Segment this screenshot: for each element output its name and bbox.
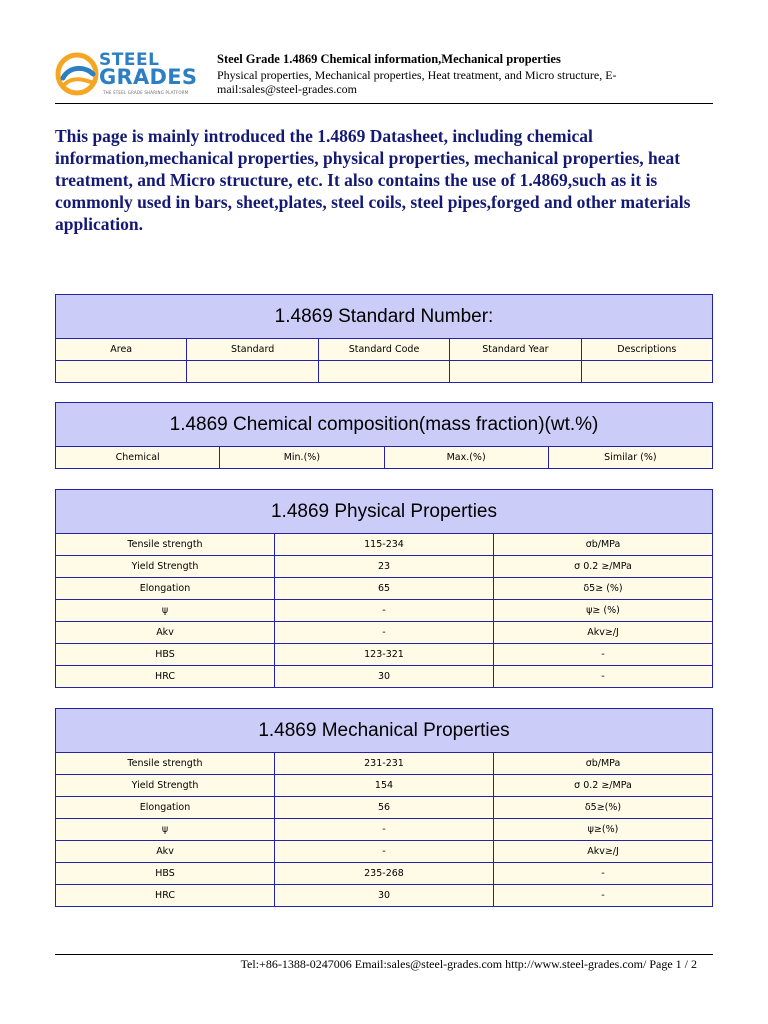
property-value-cell: 123-321 [274, 644, 493, 665]
physical-properties-table [55, 489, 713, 688]
property-value-cell: - [274, 600, 493, 621]
table-header-cell: Similar (%) [548, 447, 712, 468]
table-header-cell: Descriptions [581, 339, 712, 360]
property-value-cell: - [274, 819, 493, 840]
property-value-cell: - [274, 841, 493, 862]
table-row [56, 643, 712, 665]
table-header-cell: Standard [186, 339, 317, 360]
intro-paragraph: This page is mainly introduced the 1.4869 Datasheet, including chemical information,mechanical properties, physical properties, mechanical properties, heat treatment, and Micro structure, etc. It also contains the use of 1.4869,such as it is commonly used in bars, sheet,plates, steel coils, steel pipes,forged and other materials application. [55, 126, 691, 234]
table-row [56, 360, 712, 382]
table-row [56, 796, 712, 818]
table-cell [581, 361, 712, 382]
table-header-cell: Min.(%) [219, 447, 383, 468]
property-value-cell: 23 [274, 556, 493, 577]
table-header-row [56, 447, 712, 468]
property-unit-cell: ψ≥(%) [493, 819, 712, 840]
property-unit-cell: ψ≥ (%) [493, 600, 712, 621]
logo-swoosh-icon [55, 52, 99, 96]
table-row [56, 862, 712, 884]
logo-word-grades: GRADES [99, 65, 198, 89]
property-name-cell: Yield Strength [131, 561, 199, 572]
table-row [56, 818, 712, 840]
page-footer: Tel:+86-1388-0247006 Email:sales@steel-grades.com http://www.steel-grades.com/ Page 1 / 2 [240, 957, 697, 971]
table-row [56, 665, 712, 687]
property-name-cell: Elongation [139, 802, 191, 813]
footer-divider [55, 954, 713, 955]
property-unit-cell: σb/MPa [493, 753, 712, 774]
property-name-cell: Tensile strength [127, 539, 203, 550]
property-value-cell: 65 [274, 578, 493, 599]
property-unit-cell: - [493, 885, 712, 906]
table-cell [318, 361, 449, 382]
property-name-cell: HRC [155, 890, 175, 901]
property-value-cell: 154 [274, 775, 493, 796]
table-row [56, 534, 712, 555]
table-row [56, 599, 712, 621]
page-subtitle: Physical properties, Mechanical properties, Heat treatment, and Micro structure, E-mail:sales@steel-grades.com [217, 68, 617, 96]
table-row [56, 774, 712, 796]
page-header [55, 48, 713, 104]
steel-grades-logo [55, 50, 205, 96]
logo-word-steel: STEEL [99, 50, 160, 70]
property-unit-cell: δ5≥(%) [493, 797, 712, 818]
property-name-cell: Yield Strength [131, 780, 199, 791]
page-title: Steel Grade 1.4869 Chemical information,Mechanical properties [217, 52, 561, 66]
table-cell [56, 361, 186, 382]
property-name-cell: Akv [156, 627, 174, 638]
table-header-cell: Area [110, 344, 133, 355]
property-name-cell: HRC [155, 671, 175, 682]
property-unit-cell: - [493, 644, 712, 665]
property-unit-cell: σ 0.2 ≥/MPa [493, 775, 712, 796]
property-value-cell: 56 [274, 797, 493, 818]
property-unit-cell: - [493, 863, 712, 884]
property-unit-cell: δ5≥ (%) [493, 578, 712, 599]
property-value-cell: 235-268 [274, 863, 493, 884]
table-header-cell: Standard Code [318, 339, 449, 360]
property-value-cell: 115-234 [274, 534, 493, 555]
table-cell [449, 361, 580, 382]
table-row [56, 555, 712, 577]
standard-number-title: 1.4869 Standard Number: [56, 295, 712, 339]
table-row [56, 753, 712, 774]
logo-tagline: THE STEEL GRADE SHARING PLATFORM [103, 90, 189, 95]
table-header-cell: Standard Year [449, 339, 580, 360]
table-cell [186, 361, 317, 382]
property-unit-cell: - [493, 666, 712, 687]
physical-properties-title: 1.4869 Physical Properties [56, 490, 712, 534]
property-name-cell: HBS [155, 868, 175, 879]
standard-number-table [55, 294, 713, 383]
table-row [56, 621, 712, 643]
chemical-composition-title: 1.4869 Chemical composition(mass fraction)(wt.%) [56, 403, 712, 447]
property-name-cell: Akv [156, 846, 174, 857]
header-text [217, 52, 717, 96]
table-header-cell: Chemical [115, 452, 160, 463]
chemical-composition-table [55, 402, 713, 469]
table-header-cell: Max.(%) [384, 447, 548, 468]
property-unit-cell: Akv≥/J [493, 841, 712, 862]
property-value-cell: 30 [274, 885, 493, 906]
property-name-cell: ψ [161, 605, 169, 616]
table-row [56, 577, 712, 599]
table-row [56, 840, 712, 862]
mechanical-properties-table [55, 708, 713, 907]
mechanical-properties-title: 1.4869 Mechanical Properties [56, 709, 712, 753]
table-header-row [56, 339, 712, 360]
property-unit-cell: σb/MPa [493, 534, 712, 555]
property-value-cell: 30 [274, 666, 493, 687]
property-unit-cell: σ 0.2 ≥/MPa [493, 556, 712, 577]
property-name-cell: Elongation [139, 583, 191, 594]
table-row [56, 884, 712, 906]
property-name-cell: HBS [155, 649, 175, 660]
property-value-cell: - [274, 622, 493, 643]
property-unit-cell: Akv≥/J [493, 622, 712, 643]
property-value-cell: 231-231 [274, 753, 493, 774]
property-name-cell: Tensile strength [127, 758, 203, 769]
property-name-cell: ψ [161, 824, 169, 835]
